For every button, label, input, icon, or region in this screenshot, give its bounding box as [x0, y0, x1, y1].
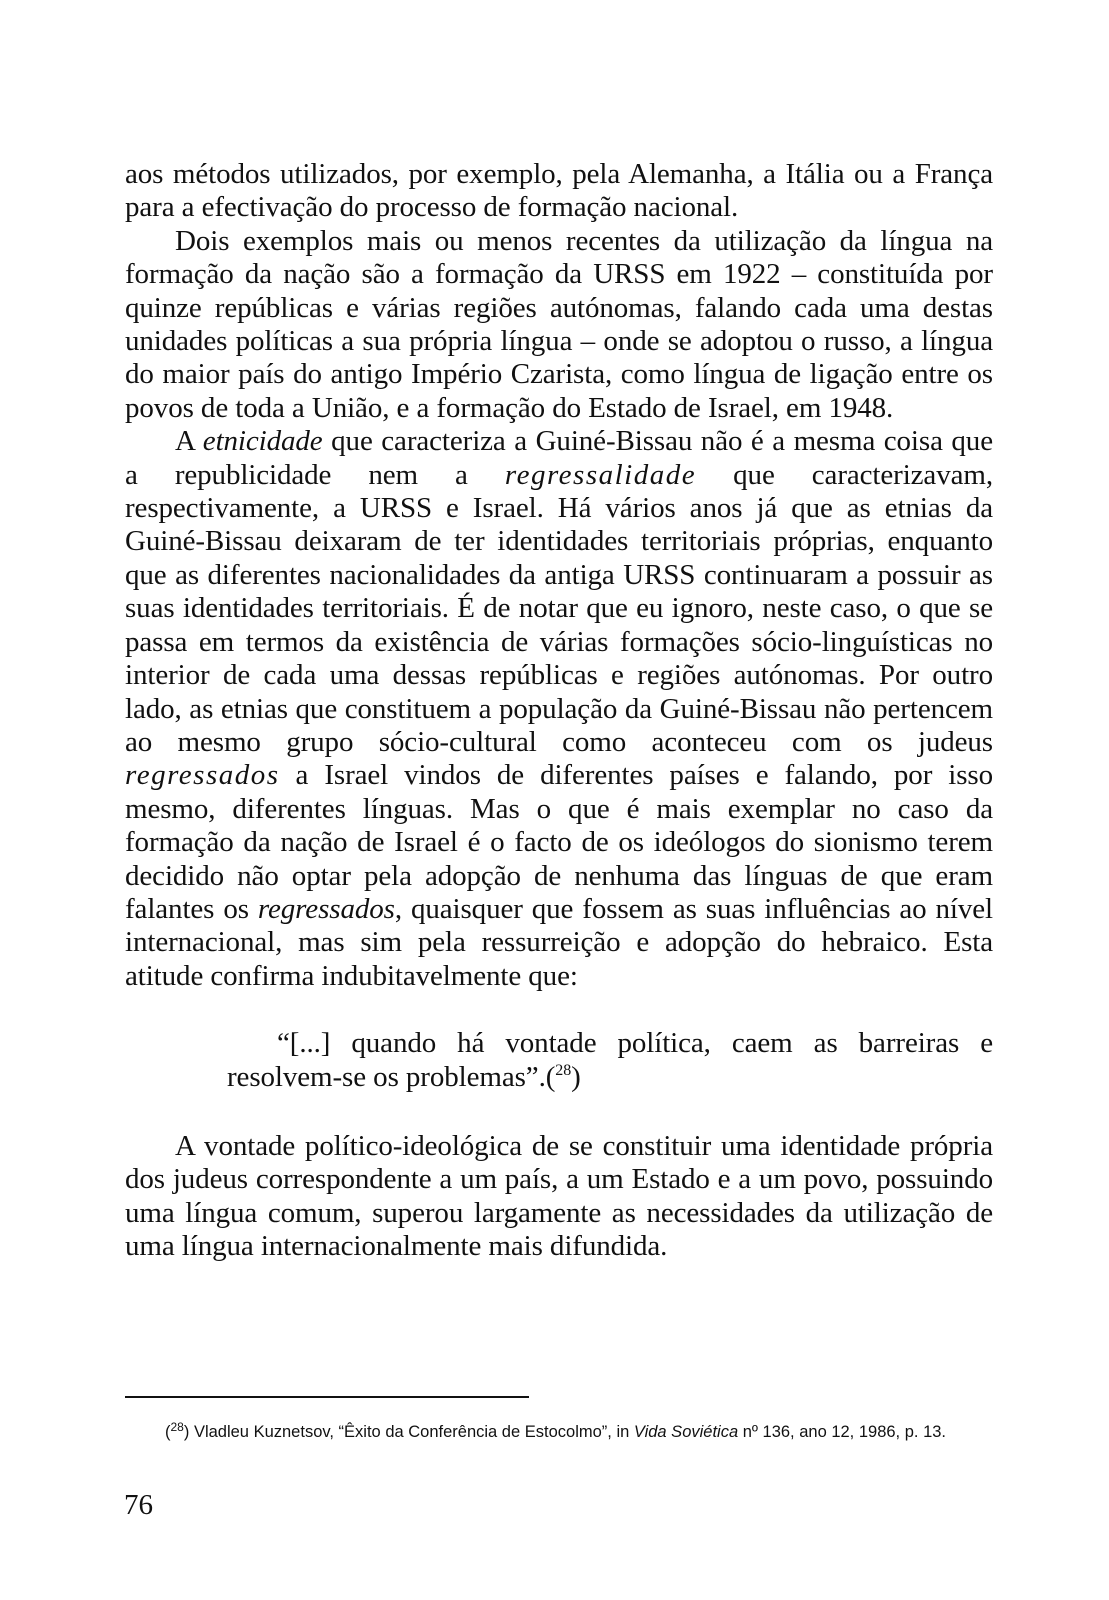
paragraph-3-text: que caracteriza a Guiné-Bissau não é a mesma coisa que a republicidade nem a [125, 425, 993, 491]
paragraph-3 [125, 425, 993, 993]
italic-term-regressalidade: regressalidade [504, 458, 697, 491]
italic-term-regressados: regressados [125, 759, 280, 792]
paragraph-1: aos métodos utilizados, por exemplo, pela Alemanha, a Itália ou a França para a efectivação do processo de formação nacional. [125, 158, 993, 224]
footnote-marker-close: ) [183, 1423, 190, 1441]
footnote [125, 1421, 993, 1444]
paragraph-3-text: , quaisquer que fossem as suas influências ao nível internacional, mas sim pela ressurreição e adopção do hebraico. Esta atitude confirma indubitavelmente que: [125, 892, 993, 992]
footnote-reference-close: ) [571, 1060, 581, 1093]
paragraph-3-text: a Israel vindos de diferentes países e falando, por isso mesmo, diferentes línguas. Mas o que é mais exemplar no caso da formação da nação de Israel é o facto de os ideólogos do sionismo terem decidido não optar pela adopção de nenhuma das línguas de que eram falantes os [125, 759, 993, 925]
footnote-reference-open: ( [545, 1060, 556, 1093]
block-quote [125, 1027, 993, 1094]
footnote-reference-number: 28 [555, 1061, 572, 1079]
paragraph-3-text: A [175, 425, 203, 458]
italic-term-regressados: regressados [257, 892, 395, 925]
footnote-marker-open: ( [165, 1423, 171, 1441]
page-number: 76 [124, 1489, 153, 1521]
footnote-number: 28 [170, 1420, 184, 1434]
footnote-divider [125, 1396, 529, 1398]
italic-term-etnicidade: etnicidade [202, 425, 323, 458]
paragraph-4: A vontade político-ideológica de se constituir uma identidade própria dos judeus correspondente a um país, a um Estado e a um povo, possuindo uma língua comum, superou largamente as necessidades da utilização de uma língua internacionalmente mais difundida. [125, 1129, 993, 1263]
footnote-text: nº 136, ano 12, 1986, p. 13. [738, 1423, 947, 1441]
paragraph-2: Dois exemplos mais ou menos recentes da utilização da língua na formação da nação são a formação da URSS em 1922 – constituída por quinze repúblicas e várias regiões autónomas, falando cada uma destas unidades políticas a sua própria língua – onde se adoptou o russo, a língua do maior país do antigo Império Czarista, como língua de ligação entre os povos de toda a União, e a formação do Estado de Israel, em 1948. [125, 224, 993, 424]
footnote-publication-title: Vida Soviética [633, 1423, 739, 1441]
quote-text: “[...] quando há vontade política, caem as barreiras e resolvem-se os problemas”. [227, 1027, 993, 1093]
footnote-text: Vladleu Kuznetsov, “Êxito da Conferência de Estocolmo”, in [189, 1423, 634, 1441]
main-text [125, 158, 993, 1264]
footnote-reference[interactable] [546, 1061, 581, 1093]
paragraph-3-text: que caracterizavam, respectivamente, a URSS e Israel. Há vários anos já que as etnias da Guiné-Bissau deixaram de ter identidades territoriais próprias, enquanto que as diferentes nacionalidades da antiga URSS continuaram a possuir as suas identidades territoriais. É de notar que eu ignoro, neste caso, o que se passa em termos da existência de várias formações sócio-linguísticas no interior de cada uma dessas repúblicas e regiões autónomas. Por outro lado, as etnias que constituem a população da Guiné-Bissau não pertencem ao mesmo grupo sócio-cultural como aconteceu com os judeus [125, 458, 993, 758]
